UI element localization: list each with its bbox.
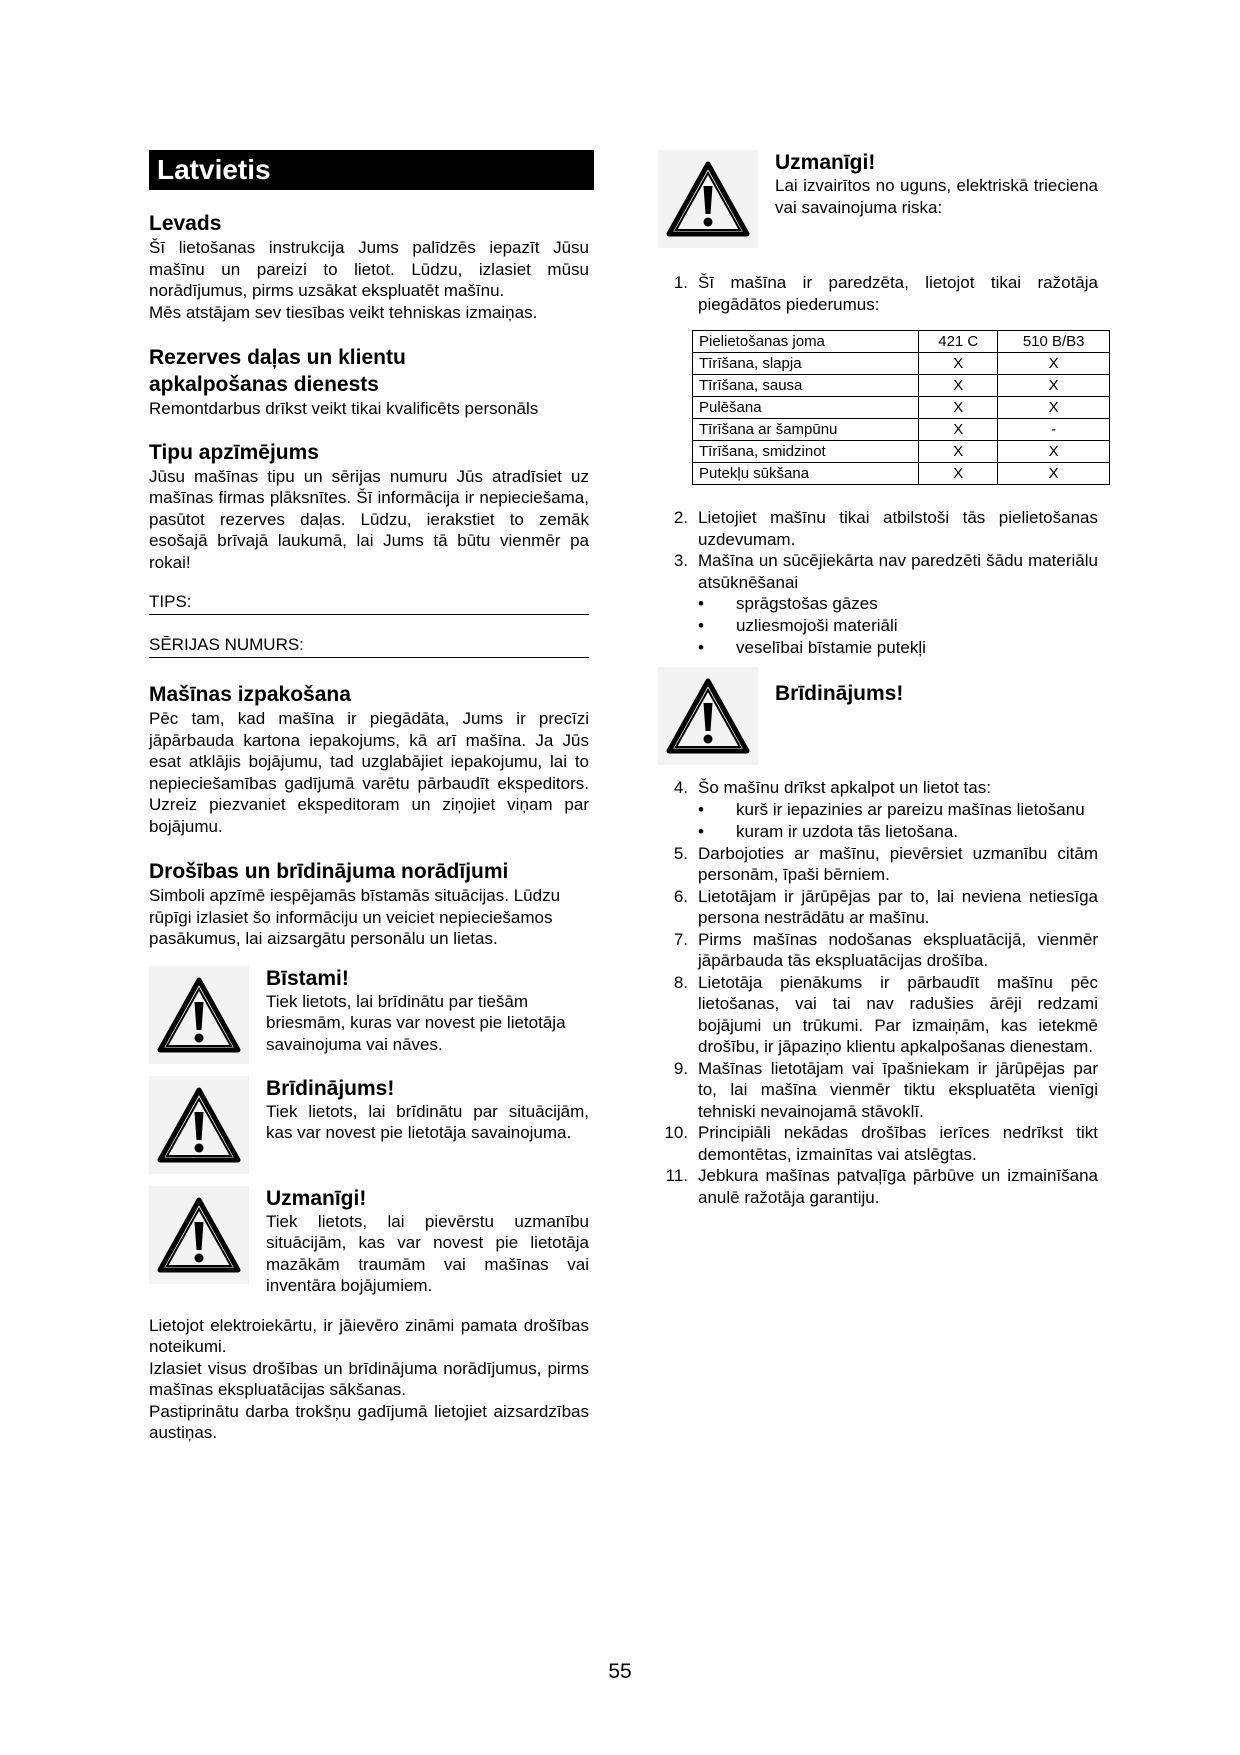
hazard-bullets bbox=[698, 593, 1098, 659]
warning-title: Brīdinājums! bbox=[266, 1076, 395, 1100]
type-field[interactable]: TIPS: bbox=[149, 592, 589, 615]
table-header-cell: Pielietošanas joma bbox=[693, 331, 919, 353]
safety-list-3 bbox=[658, 777, 1098, 799]
safety-list-1 bbox=[658, 272, 1098, 315]
caution-block bbox=[149, 1186, 589, 1297]
right-caution-title: Uzmanīgi! bbox=[775, 151, 876, 174]
list-item: 3. Mašīna un sūcējiekārta nav paredzēti šādu materiālu atsūknēšanai bbox=[673, 551, 1098, 592]
caution-body: Tiek lietots, lai pievērstu uzmanību situācijām, kas var novest pie lietotāja mazākām traumām vai mašīnas vai inventāra bojājumiem. bbox=[266, 1211, 589, 1295]
table-row: Pulēšana X X bbox=[693, 397, 1110, 419]
right-warning-block bbox=[658, 667, 1098, 765]
list-item: 4. Šo mašīnu drīkst apkalpot un lietot tas: bbox=[673, 778, 991, 797]
warning-triangle-icon bbox=[149, 1076, 249, 1174]
list-item: 1. Šī mašīna ir paredzēta, lietojot tikai ražotāja piegādātos piederumus: bbox=[673, 273, 1098, 314]
list-item: 5. Darbojoties ar mašīnu, pievērsiet uzmanību citām personām, īpaši bērniem. bbox=[673, 843, 1098, 884]
unpacking-title: Mašīnas izpakošana bbox=[149, 683, 351, 706]
right-caution-body: Lai izvairītos no uguns, elektriskā trieciena vai savainojuma riska: bbox=[775, 176, 1098, 217]
safety-title: Drošības un brīdinājuma norādījumi bbox=[149, 860, 509, 883]
left-column bbox=[149, 150, 589, 1444]
bullet-item: • veselībai bīstamie putekļi bbox=[698, 637, 1098, 659]
spare-parts-body: Remontdarbus drīkst veikt tikai kvalificēts personāls bbox=[149, 399, 539, 418]
list-item: 11. Jebkura mašīnas patvaļīga pārbūve un izmainīšana anulē ražotāja garantiju. bbox=[665, 1166, 1098, 1207]
warning-body: Tiek lietots, lai brīdinātu par situācijām, kas var novest pie lietotāja savainojuma. bbox=[266, 1101, 589, 1142]
table-header-cell: 421 C bbox=[919, 331, 998, 353]
warning-triangle-icon bbox=[658, 667, 758, 765]
intro-body: Šī lietošanas instrukcija Jums palīdzēs iepazīt Jūsu mašīnu un pareizi to lietot. Lūdzu, izlasiet mūsu norādījumus, pirms uzsākat ekspluatēt mašīnu. bbox=[149, 238, 589, 300]
type-designation-body: Jūsu mašīnas tipu un sērijas numuru Jūs atradīsiet uz mašīnas firmas plāksnītes. Šī informācija ir nepieciešama, pasūtot rezerves daļas. Lūdzu, ierakstiet to zemāk esošajā brīvajā laukumā, lai Jums tā būtu vienmēr pa rokai! bbox=[149, 466, 589, 572]
spare-parts-title-2: apkalpošanas dienests bbox=[149, 373, 379, 396]
right-column bbox=[658, 150, 1098, 1208]
safety-list-2 bbox=[658, 507, 1098, 593]
danger-block bbox=[149, 966, 589, 1064]
warning-triangle-icon bbox=[658, 150, 758, 248]
table-header-row bbox=[693, 331, 1110, 353]
unpacking-body: Pēc tam, kad mašīna ir piegādāta, Jums ir precīzi jāpārbauda kartona iepakojums, kā arī mašīna. Ja Jūs esat atklājis bojājumu, tad uzglabājiet iepakojumu, lai to nepieciešamības gadījumā varētu pārbaudīt ekspeditors. Uzreiz piezvaniet ekspeditoram un ziņojiet viņam par bojājumu. bbox=[149, 709, 589, 836]
caution-title: Uzmanīgi! bbox=[266, 1186, 367, 1210]
right-warning-title: Brīdinājums! bbox=[775, 682, 904, 705]
language-banner: Latvietis bbox=[149, 150, 594, 190]
table-row: Tīrīšana, sausa X X bbox=[693, 375, 1110, 397]
usage-table bbox=[692, 330, 1110, 485]
bullet-item: • kurš ir iepazinies ar pareizu mašīnas lietošanu bbox=[698, 799, 1098, 821]
danger-title: Bīstami! bbox=[266, 966, 349, 990]
bullet-item: • sprāgstošas gāzes bbox=[698, 593, 1098, 615]
intro-body-2: Mēs atstājam sev tiesības veikt tehniskas izmaiņas. bbox=[149, 302, 538, 322]
safety-list-4 bbox=[658, 843, 1098, 1209]
intro-title: Levads bbox=[149, 212, 222, 235]
table-row: Tīrīšana, slapja X X bbox=[693, 353, 1110, 375]
warning-triangle-icon bbox=[149, 1186, 249, 1284]
type-designation-title: Tipu apzīmējums bbox=[149, 440, 319, 464]
bullet-item: • uzliesmojoši materiāli bbox=[698, 615, 1098, 637]
page-number: 55 bbox=[608, 1660, 632, 1683]
table-header-cell: 510 B/B3 bbox=[998, 331, 1110, 353]
list-item: 10. Principiāli nekādas drošības ierīces nedrīkst tikt demontētas, izmainītas vai atslēgtas. bbox=[664, 1123, 1098, 1164]
table-row: Putekļu sūkšana X X bbox=[693, 463, 1110, 485]
spare-parts-title-1: Rezerves daļas un klientu bbox=[149, 346, 406, 369]
list-item: 6. Lietotājam ir jārūpējas par to, lai neviena netiesīga persona nestrādātu ar mašīnu. bbox=[673, 886, 1098, 927]
operator-bullets bbox=[698, 799, 1098, 843]
table-row: Tīrīšana ar šampūnu X - bbox=[693, 419, 1110, 441]
safety-closing-1: Lietojot elektroiekārtu, ir jāievēro zināmi pamata drošības noteikumi. bbox=[149, 1315, 589, 1356]
safety-closing-2: Izlasiet visus drošības un brīdinājuma norādījumus, pirms mašīnas ekspluatācijas sākšanas. bbox=[149, 1358, 589, 1399]
list-item: 7. Pirms mašīnas nodošanas ekspluatācijā, vienmēr jāpārbauda tās ekspluatācijas drošība. bbox=[673, 929, 1098, 970]
warning-block bbox=[149, 1076, 589, 1174]
list-item: 2. Lietojiet mašīnu tikai atbilstoši tās pielietošanas uzdevumam. bbox=[673, 508, 1098, 549]
danger-body: Tiek lietots, lai brīdinātu par tiešām briesmām, kuras var novest pie lietotāja savainojuma vai nāves. bbox=[266, 991, 566, 1054]
serial-number-field[interactable]: SĒRIJAS NUMURS: bbox=[149, 635, 589, 658]
list-item: 9. Mašīnas lietotājam vai īpašniekam ir jārūpējas par to, lai mašīna vienmēr tiktu ekspluatēta vienīgi tehniski nevainojamā stāvoklī. bbox=[673, 1058, 1098, 1121]
warning-triangle-icon bbox=[149, 966, 249, 1064]
table-row: Tīrīšana, smidzinot X X bbox=[693, 441, 1110, 463]
right-caution-block bbox=[658, 150, 1098, 248]
safety-body: Simboli apzīmē iespējamās bīstamās situācijas. Lūdzu rūpīgi izlasiet šo informāciju un veiciet nepieciešamos pasākumus, lai aizsargātu personālu un lietas. bbox=[149, 886, 561, 948]
safety-closing-3: Pastiprinātu darba trokšņu gadījumā lietojiet aizsardzības austiņas. bbox=[149, 1401, 589, 1442]
bullet-item: • kuram ir uzdota tās lietošana. bbox=[698, 821, 1098, 843]
list-item: 8. Lietotāja pienākums ir pārbaudīt mašīnu pēc lietošanas, vai tai nav radušies ārēji redzami bojājumi un trūkumi. Par izmaiņām, kas ietekmē drošību, ir jāpaziņo klientu apkalpošanas dienestam. bbox=[673, 972, 1098, 1056]
